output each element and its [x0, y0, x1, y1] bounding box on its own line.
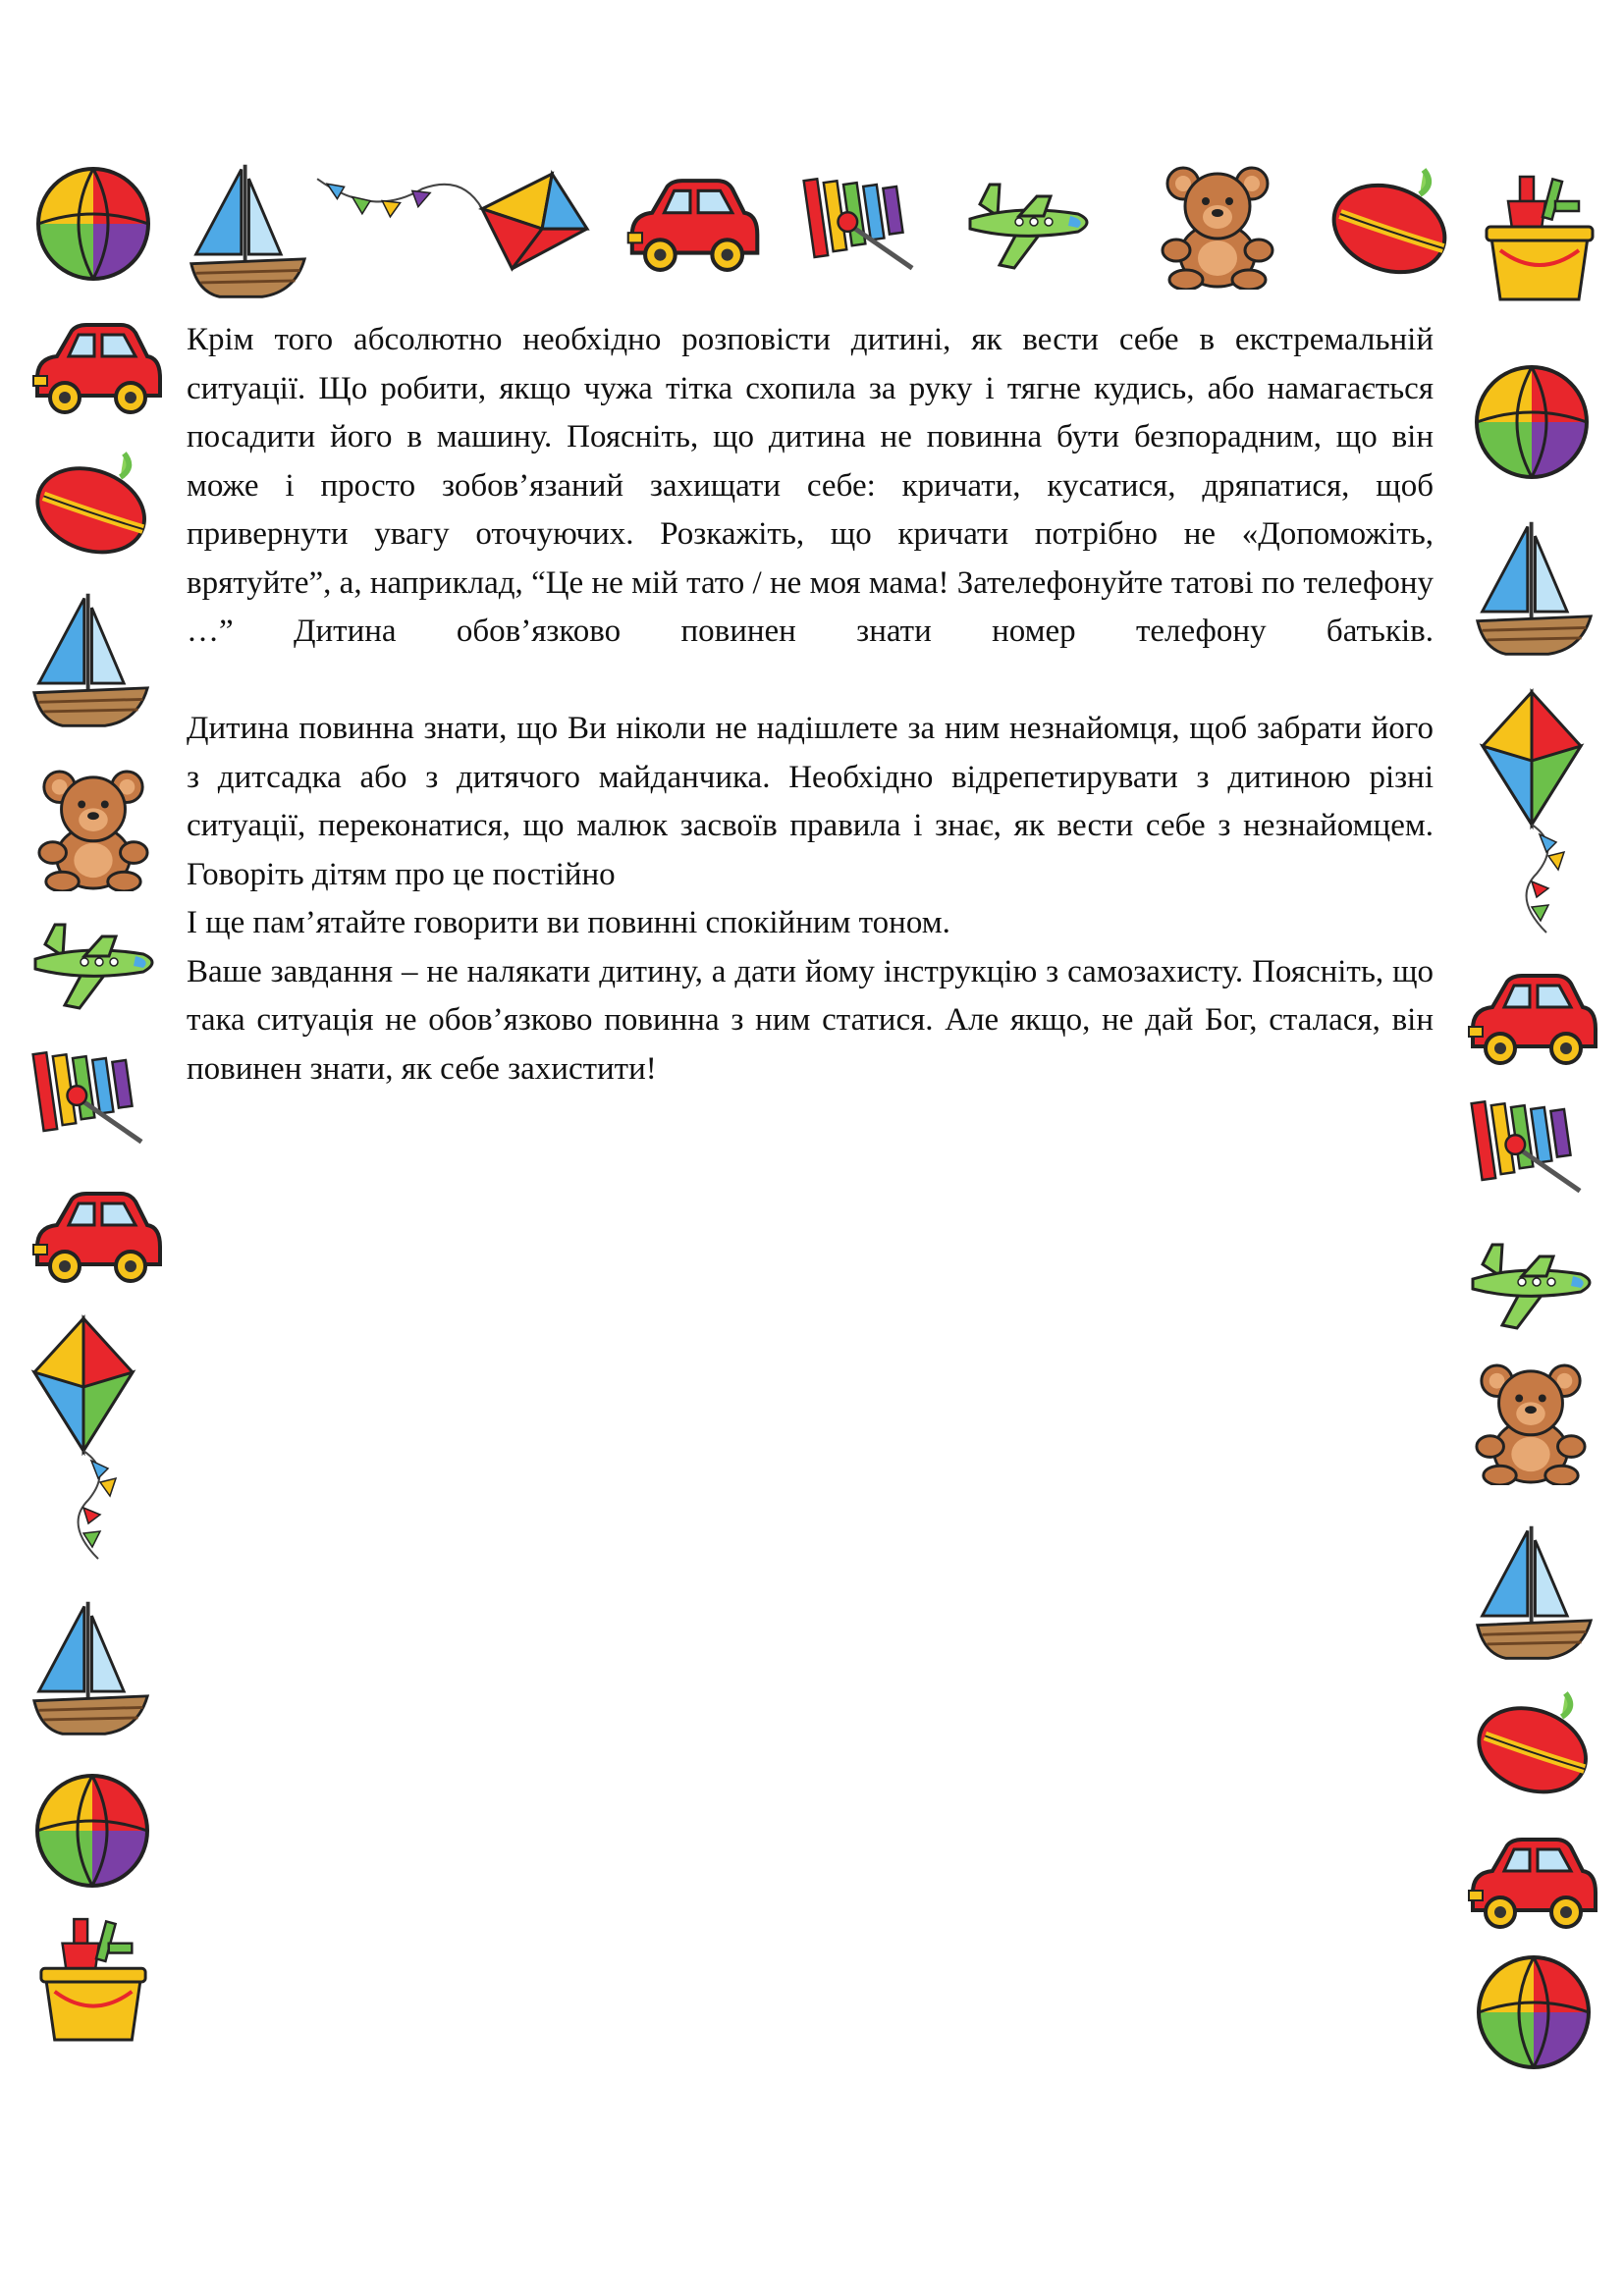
- paragraph-gap: [187, 657, 1434, 706]
- spinning-top-icon: [1471, 1686, 1603, 1804]
- teddy-bear-icon: [1473, 1360, 1589, 1485]
- sailboat-icon: [29, 587, 152, 732]
- paragraph: Дитина повинна знати, що Ви ніколи не надішлете за ним незнайомця, щоб забрати його з дитсадка або з дитячого майданчика. Необхідно відрепетирувати з дитиною різні ситуації, переконатися, що малюк засвоїв правила і знає, як вести себе з незнайомцем. Говоріть дітям про це постійно: [187, 711, 1434, 892]
- sand-bucket-icon: [35, 1914, 151, 2050]
- teddy-bear-icon: [35, 766, 151, 891]
- toy-airplane-icon: [26, 915, 163, 1013]
- kite-icon: [1478, 687, 1586, 942]
- xylophone-icon: [29, 1045, 157, 1151]
- toy-car-icon: [27, 1188, 165, 1286]
- paragraph: І ще пам’ятайте говорити ви повинні спокійним тоном.: [187, 905, 950, 940]
- beach-ball-icon: [33, 1772, 151, 1890]
- beach-ball-icon: [1473, 363, 1591, 481]
- document-body: [187, 316, 1434, 1094]
- bunting-kite-icon: [312, 169, 592, 279]
- spinning-top-icon: [29, 447, 162, 564]
- toy-airplane-icon: [960, 175, 1098, 273]
- toy-airplane-icon: [1463, 1235, 1600, 1333]
- toy-car-icon: [621, 175, 764, 275]
- beach-ball-icon: [34, 165, 152, 283]
- paragraph: Крім того абсолютно необхідно розповісти дитині, як вести себе в екстремальній ситуації. Що робити, якщо чужа тітка схопила за руку і тягне кудись, або намагається посадити його в машину. Поясніть, що дитина не повинна бути безпорадним, що він може і просто зобов’язаний захищати себе: кричати, кусатися, дряпатися, щоб привернути увагу оточуючих. Розкажіть, що кричати потрібно не «Допоможіть, врятуйте”, а, наприклад, “Це не мій тато / не моя мама! Зателефонуйте татові по телефону …” Дитина обов’язково повинен знати номер телефону батьків.: [187, 322, 1434, 649]
- xylophone-icon: [800, 172, 928, 278]
- kite-icon: [29, 1313, 137, 1569]
- spinning-top-icon: [1326, 165, 1463, 283]
- toy-car-icon: [27, 319, 165, 417]
- sailboat-icon: [187, 157, 309, 304]
- teddy-bear-icon: [1159, 162, 1276, 290]
- sand-bucket-icon: [1481, 172, 1598, 309]
- sailboat-icon: [1473, 515, 1596, 661]
- sailboat-icon: [29, 1595, 152, 1740]
- sailboat-icon: [1473, 1520, 1596, 1665]
- toy-car-icon: [1463, 1834, 1600, 1932]
- xylophone-icon: [1468, 1095, 1596, 1201]
- beach-ball-icon: [1475, 1953, 1593, 2071]
- paragraph: Ваше завдання – не налякати дитину, а дати йому інструкцію з самозахисту. Поясніть, що така ситуація не обов’язково повинна з ним статися. Але якщо, не дай Бог, сталася, він повинен знати, як себе захистити!: [187, 953, 1434, 1087]
- toy-car-icon: [1463, 970, 1600, 1068]
